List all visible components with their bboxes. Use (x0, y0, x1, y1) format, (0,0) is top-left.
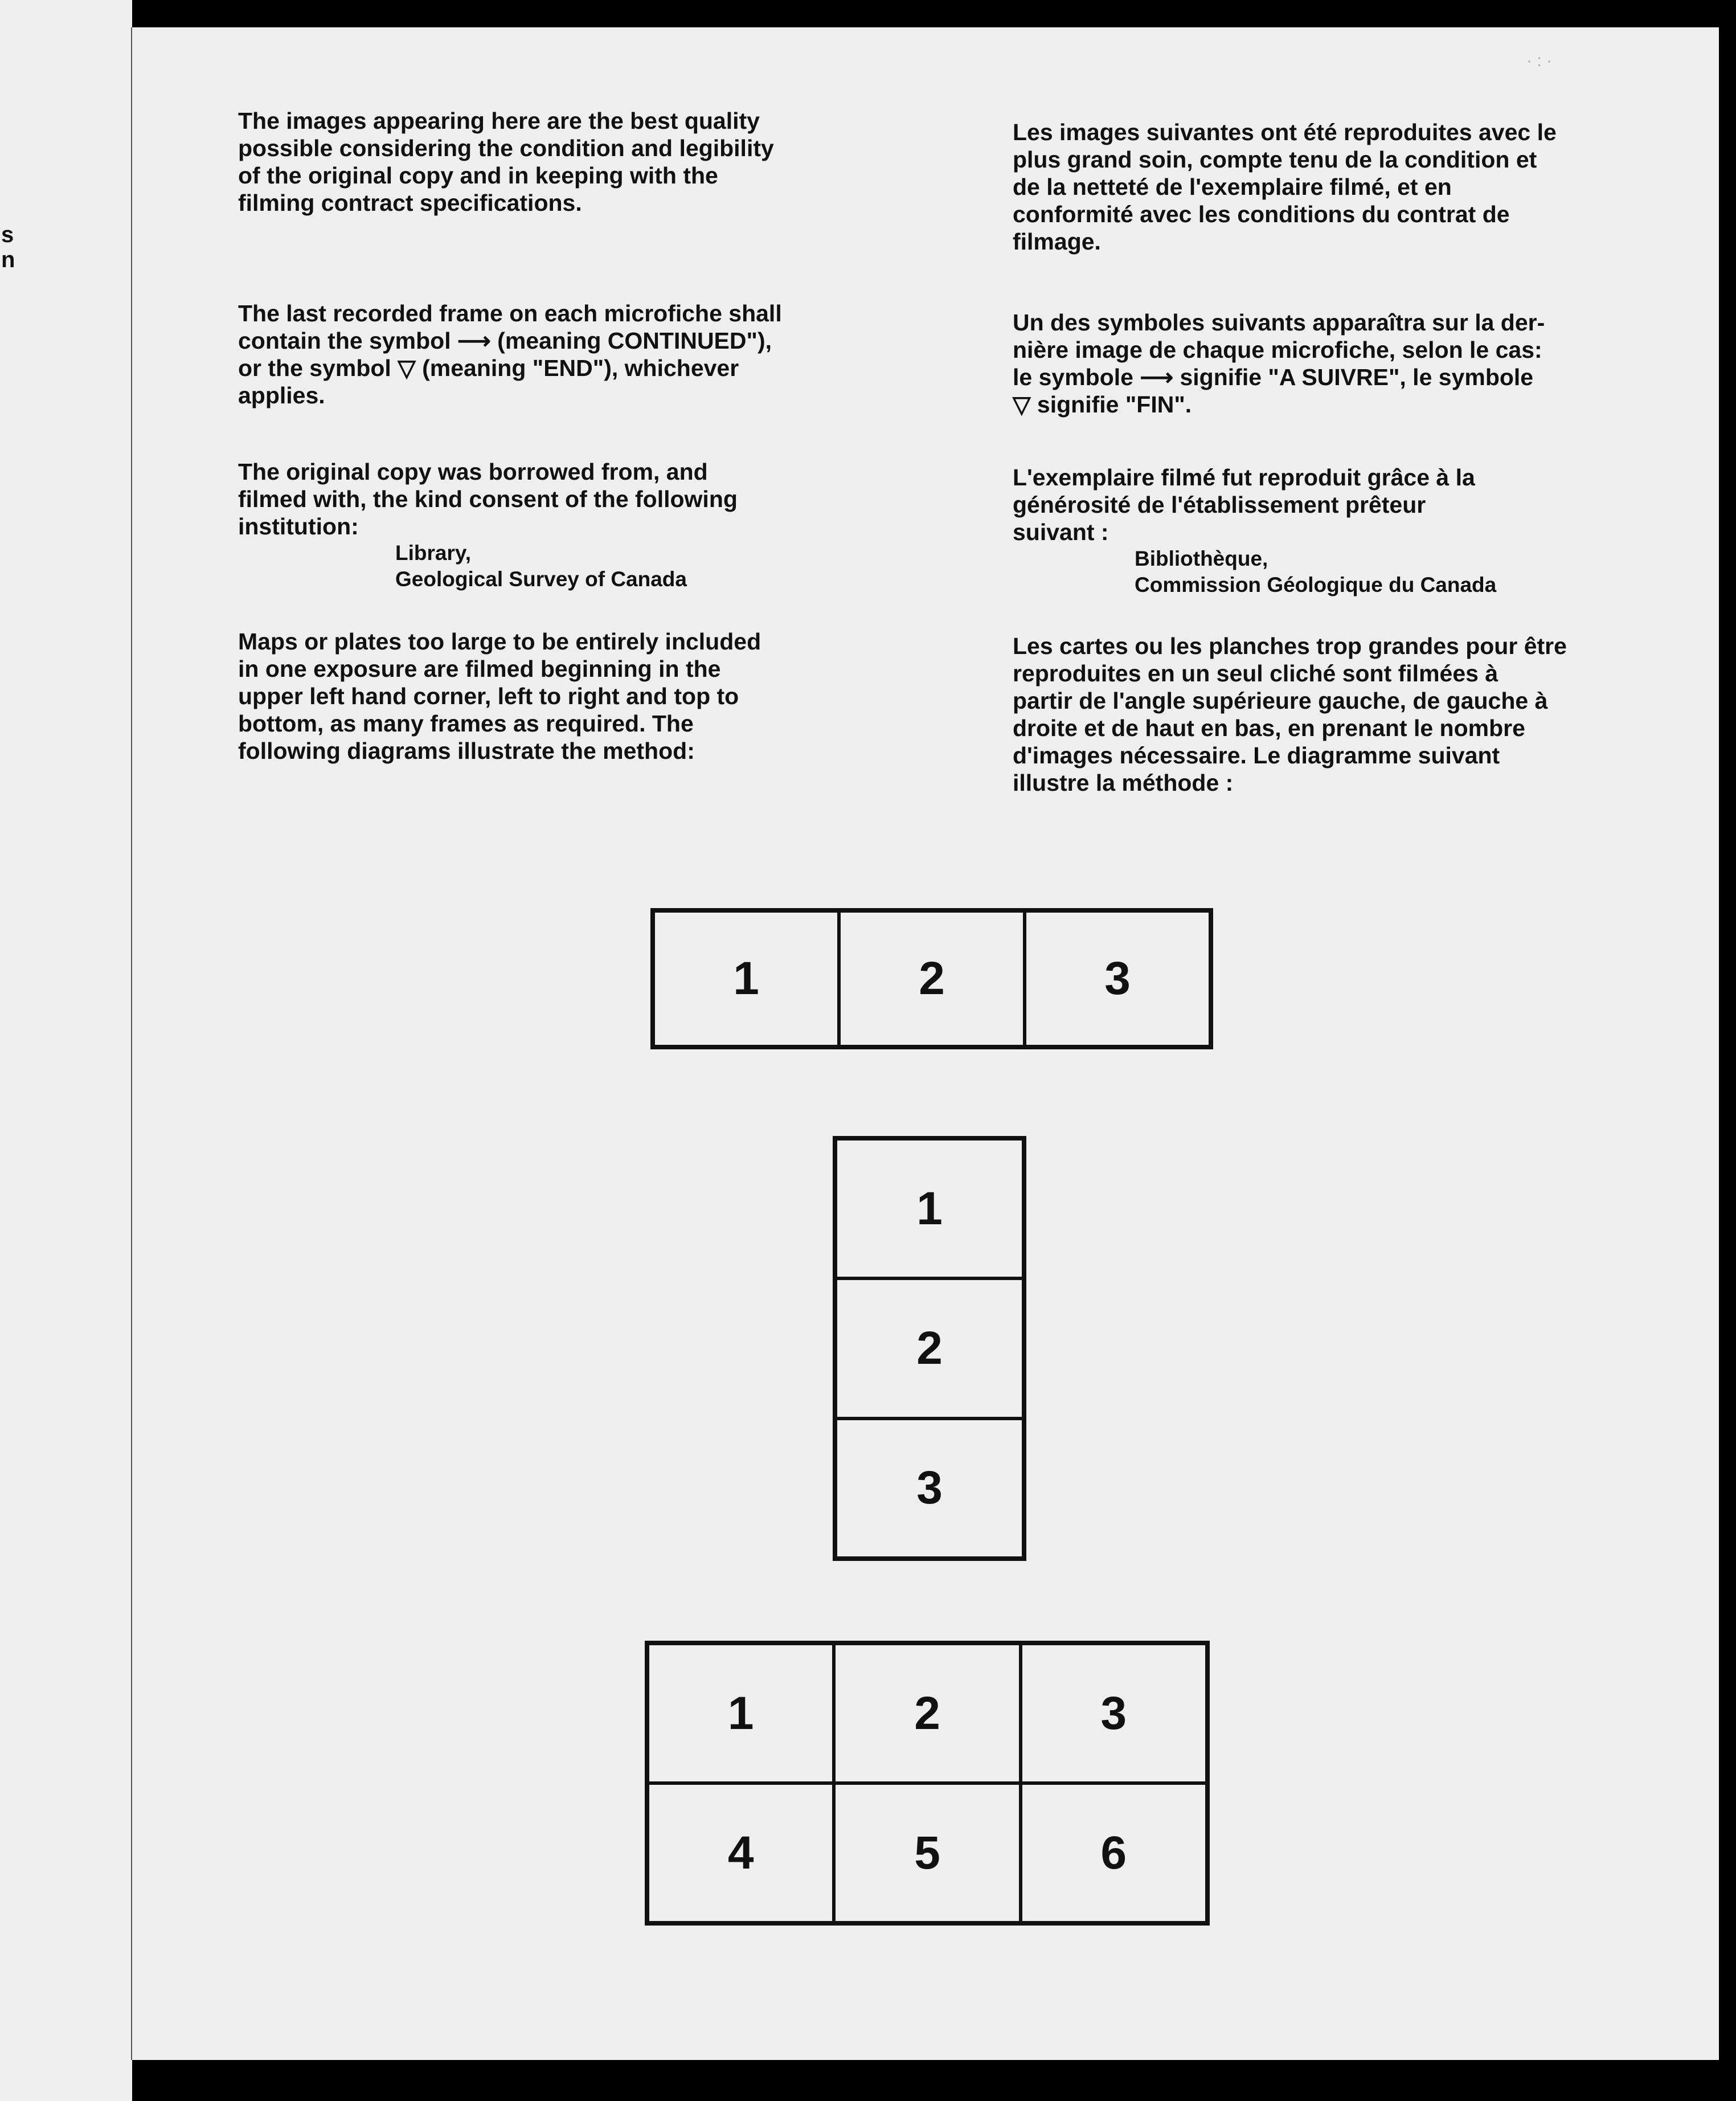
english-paragraph-quality (238, 107, 876, 216)
french-institution-name: Bibliothèque, Commission Géologique du Canada (1135, 547, 1497, 596)
frame-cell: 3 (1021, 1644, 1207, 1783)
frame-cell: 6 (1021, 1783, 1207, 1923)
french-paragraph-method (1013, 632, 1656, 796)
english-institution-intro: The original copy was borrowed from, and filmed with, the kind consent of the following institution: (238, 459, 738, 539)
frame-cell: 2 (836, 1278, 1023, 1418)
french-quality-text: Les images suivantes ont été reproduites avec le plus grand soin, compte tenu de la condition et de la netteté de l'exemplaire filmé, et en conformité avec les conditions du contrat de filmage. (1013, 119, 1557, 255)
english-symbols-text: The last recorded frame on each microfiche shall contain the symbol ⟶ (meaning CONTINUED"), or the symbol ▽ (meaning "END"), whichever applies. (238, 300, 782, 408)
left-margin-marks: s n (1, 222, 15, 272)
frame-cell: 3 (836, 1419, 1023, 1558)
french-institution-intro: L'exemplaire filmé fut reproduit grâce à la générosité de l'établissement prêteur suivant : (1013, 464, 1475, 545)
french-paragraph-quality (1013, 118, 1656, 255)
french-symbols-text: Un des symboles suivants apparaîtra sur la der- nière image de chaque microfiche, selon le cas: le symbole ⟶ signifie "A SUIVRE", le symbole ▽ signifie "FIN". (1013, 309, 1545, 418)
frame-cell: 3 (1025, 911, 1210, 1047)
english-paragraph-institution (238, 458, 876, 592)
frame-cell: 4 (648, 1783, 834, 1923)
frame-cell: 1 (836, 1139, 1023, 1278)
frame-cell: 1 (653, 911, 839, 1047)
frame-cell: 2 (839, 911, 1025, 1047)
frame-cell: 2 (834, 1644, 1020, 1783)
french-paragraph-institution (1013, 464, 1656, 598)
english-method-text: Maps or plates too large to be entirely included in one exposure are filmed beginning in the upper left hand corner, left to right and top to bottom, as many frames as required. The following diagrams illustrate the method: (238, 628, 761, 764)
english-paragraph-symbols (238, 300, 876, 409)
english-quality-text: The images appearing here are the best quality possible considering the condition and legibility of the original copy and in keeping with the filming contract specifications. (238, 108, 774, 216)
french-paragraph-symbols (1013, 309, 1656, 418)
frame-cell: 5 (834, 1783, 1020, 1923)
diagram-grid-of-six (645, 1641, 1210, 1926)
english-institution-name: Library, Geological Survey of Canada (395, 541, 687, 591)
diagram-column-of-three (833, 1136, 1026, 1561)
left-margin-strip (0, 0, 132, 2101)
frame-cell: 1 (648, 1644, 834, 1783)
french-method-text: Les cartes ou les planches trop grandes pour être reproduites en un seul cliché sont filmées à partir de l'angle supérieure gauche, de gauche à droite et de haut en bas, en prenant le nombre d'images nécessaire. Le diagramme suivant illustre la méthode : (1013, 633, 1567, 796)
corner-mark: · : · (1526, 51, 1552, 70)
english-paragraph-method (238, 628, 876, 765)
diagram-row-of-three (650, 908, 1213, 1049)
